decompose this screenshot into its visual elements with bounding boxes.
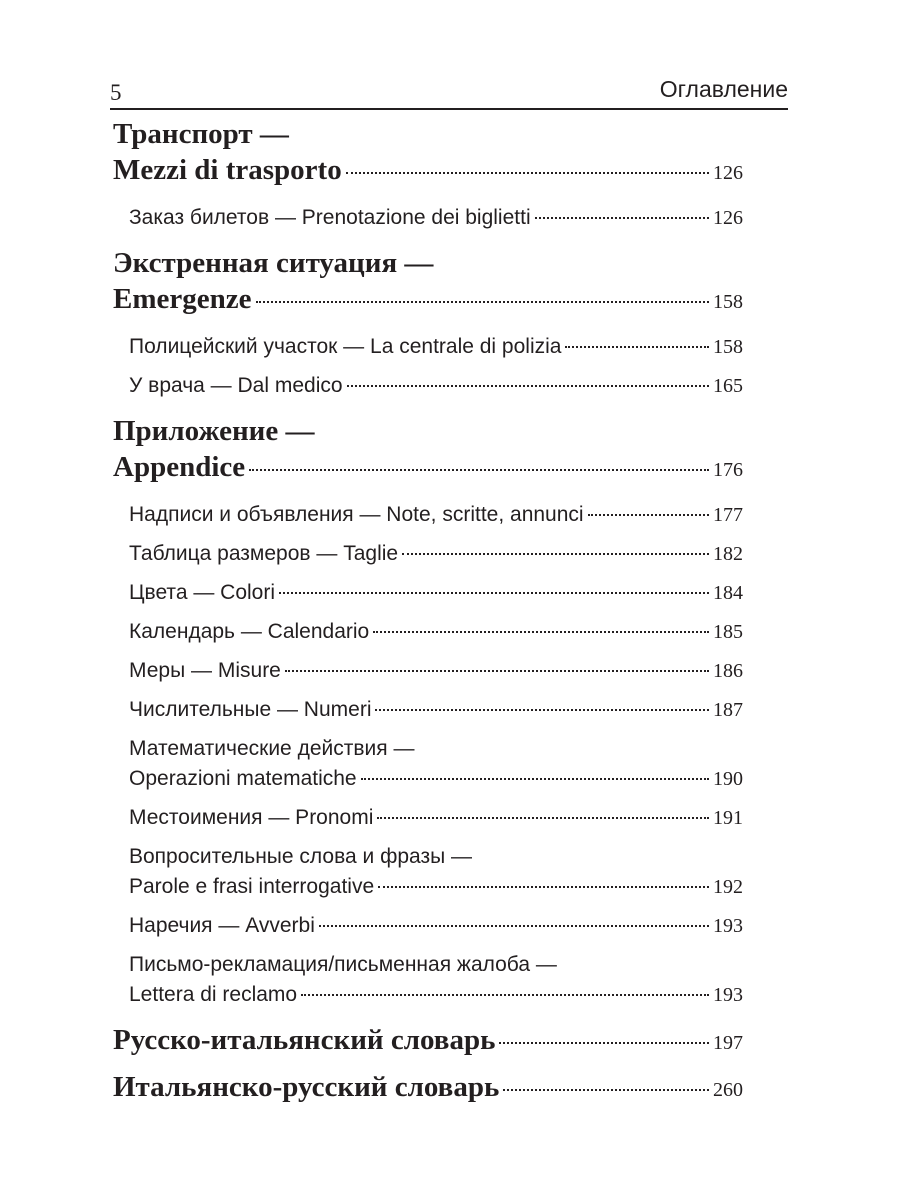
section-title-it: Mezzi di trasporto <box>113 154 342 186</box>
toc-entry[interactable] <box>129 578 743 608</box>
toc-entry[interactable] <box>129 203 743 233</box>
page-ref: 158 <box>713 291 743 313</box>
page-ref: 185 <box>713 621 743 643</box>
leader-dots <box>249 469 709 471</box>
page-ref: 176 <box>713 459 743 481</box>
toc-entry[interactable] <box>129 911 743 941</box>
toc-entry[interactable] <box>129 371 743 401</box>
page-number: 5 <box>110 80 122 105</box>
toc-entry[interactable] <box>129 695 743 725</box>
entry-title: Надписи и объявления — Note, scritte, annunci <box>129 503 584 526</box>
leader-dots <box>503 1089 709 1091</box>
entry-title: Заказ билетов — Prenotazione dei biglietti <box>129 206 531 229</box>
leader-dots <box>378 886 709 888</box>
page-ref: 177 <box>713 504 743 526</box>
entry-title: Русско-итальянский словарь <box>113 1024 496 1056</box>
section-emergency[interactable] <box>113 245 743 320</box>
page-ref: 197 <box>713 1032 743 1054</box>
entry-title: Полицейский участок — La centrale di polizia <box>129 335 562 358</box>
leader-dots <box>319 925 709 927</box>
page-header <box>110 70 788 110</box>
entry-title: Таблица размеров — Taglie <box>129 542 399 565</box>
page-ref: 260 <box>713 1079 743 1101</box>
entry-title: Наречия — Avverbi <box>129 914 315 937</box>
entry-title: Итальянско-русский словарь <box>113 1071 500 1103</box>
section-title-ru: Транспорт — <box>113 118 289 150</box>
leader-dots <box>535 217 709 219</box>
leader-dots <box>375 709 709 711</box>
running-title: Оглавление <box>659 76 788 102</box>
page-ref: 192 <box>713 876 743 898</box>
toc-entry[interactable] <box>129 617 743 647</box>
leader-dots <box>373 631 709 633</box>
page-ref: 126 <box>713 207 743 229</box>
toc-entry-two-line[interactable] <box>129 734 743 794</box>
leader-dots <box>377 817 709 819</box>
dictionary-it-ru[interactable] <box>113 1069 743 1108</box>
section-title-ru: Приложение — <box>113 415 315 447</box>
leader-dots <box>402 553 709 555</box>
page-ref: 182 <box>713 543 743 565</box>
page-ref: 184 <box>713 582 743 604</box>
page-ref: 190 <box>713 768 743 790</box>
section-title-it: Emergenze <box>113 283 252 315</box>
section-appendix[interactable] <box>113 413 743 488</box>
leader-dots <box>361 778 709 780</box>
entry-title: Parole e frasi interrogative <box>129 875 375 898</box>
entry-title: Operazioni matematiche <box>129 767 357 790</box>
toc-entry-two-line[interactable] <box>129 950 743 1010</box>
leader-dots <box>499 1042 709 1044</box>
toc-entry[interactable] <box>129 500 743 530</box>
page-ref: 186 <box>713 660 743 682</box>
toc-entry[interactable] <box>129 656 743 686</box>
entry-title: У врача — Dal medico <box>129 374 343 397</box>
entry-title-line1: Математические действия — <box>129 737 415 760</box>
leader-dots <box>346 172 709 174</box>
page-ref: 158 <box>713 336 743 358</box>
entry-title: Календарь — Calendario <box>129 620 370 643</box>
page-ref: 126 <box>713 162 743 184</box>
section-transport[interactable] <box>113 116 743 191</box>
leader-dots <box>565 346 709 348</box>
entry-title-line1: Письмо-рекламация/письменная жалоба — <box>129 953 557 976</box>
page-ref: 187 <box>713 699 743 721</box>
entry-title: Цвета — Colori <box>129 581 276 604</box>
toc-entry-two-line[interactable] <box>129 842 743 902</box>
leader-dots <box>285 670 709 672</box>
entry-title: Числительные — Numeri <box>129 698 372 721</box>
toc-entry[interactable] <box>129 332 743 362</box>
leader-dots <box>301 994 709 996</box>
section-title-it: Appendice <box>113 451 246 483</box>
leader-dots <box>347 385 709 387</box>
entry-title-line1: Вопросительные слова и фразы — <box>129 845 473 868</box>
page-ref: 193 <box>713 984 743 1006</box>
toc-entry[interactable] <box>129 803 743 833</box>
leader-dots <box>588 514 709 516</box>
page-ref: 193 <box>713 915 743 937</box>
table-of-contents <box>113 116 743 1108</box>
entry-title: Меры — Misure <box>129 659 281 682</box>
page-ref: 165 <box>713 375 743 397</box>
section-title-ru: Экстренная ситуация — <box>113 247 434 279</box>
leader-dots <box>256 301 710 303</box>
page-ref: 191 <box>713 807 743 829</box>
toc-entry[interactable] <box>129 539 743 569</box>
leader-dots <box>279 592 709 594</box>
entry-title: Местоимения — Pronomi <box>129 806 374 829</box>
dictionary-ru-it[interactable] <box>113 1022 743 1061</box>
entry-title: Lettera di reclamo <box>129 983 298 1006</box>
